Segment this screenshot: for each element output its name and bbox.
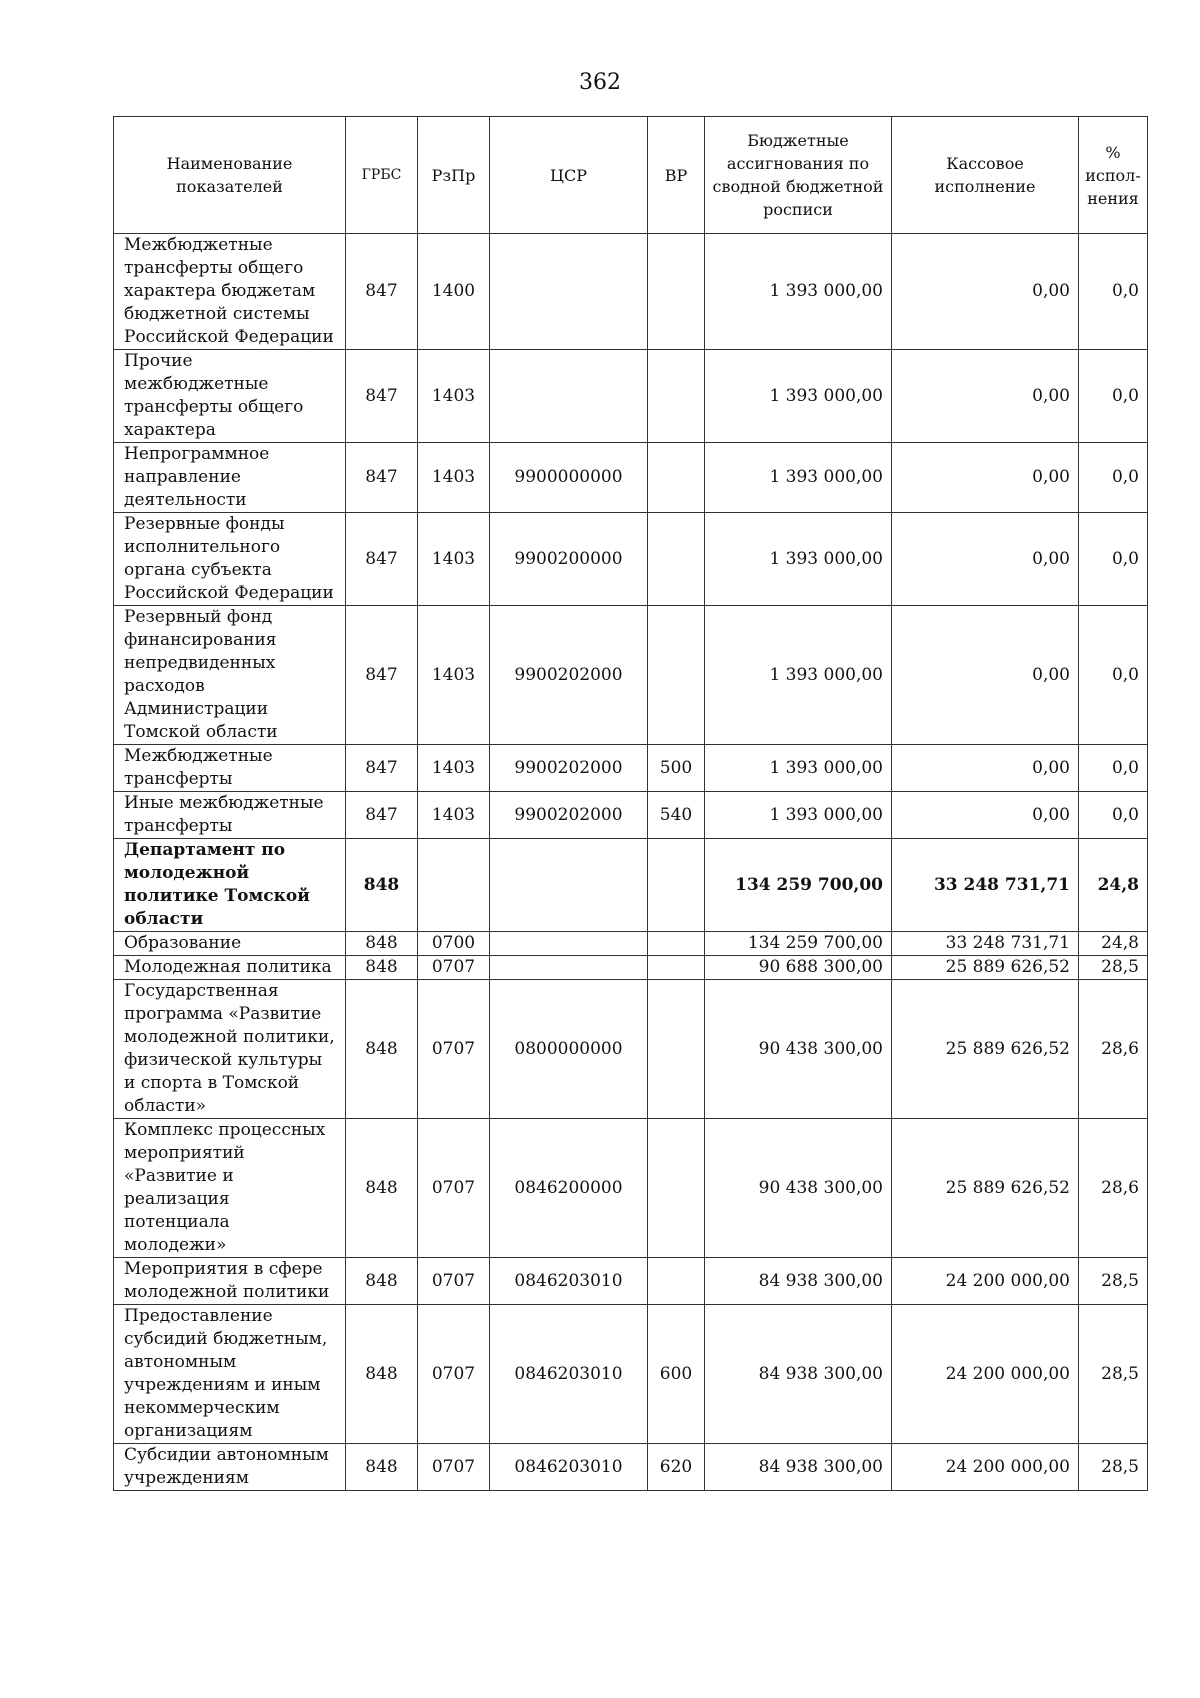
cell-rzpr: 1403 xyxy=(418,606,490,745)
cell-csr: 0846203010 xyxy=(490,1305,648,1444)
cell-vr xyxy=(648,839,705,932)
cell-percent: 0,0 xyxy=(1079,745,1148,792)
cell-execution: 0,00 xyxy=(892,443,1079,513)
cell-csr xyxy=(490,956,648,980)
cell-execution: 0,00 xyxy=(892,350,1079,443)
header-percent: % испол-нения xyxy=(1079,117,1148,234)
cell-csr: 9900202000 xyxy=(490,606,648,745)
cell-percent: 28,6 xyxy=(1079,1119,1148,1258)
cell-csr: 9900202000 xyxy=(490,745,648,792)
cell-percent: 24,8 xyxy=(1079,932,1148,956)
cell-assignments: 1 393 000,00 xyxy=(705,745,892,792)
cell-grbs: 848 xyxy=(346,980,418,1119)
cell-csr xyxy=(490,839,648,932)
cell-vr xyxy=(648,1119,705,1258)
cell-assignments: 1 393 000,00 xyxy=(705,350,892,443)
cell-vr xyxy=(648,443,705,513)
cell-grbs: 848 xyxy=(346,1258,418,1305)
cell-csr: 0846200000 xyxy=(490,1119,648,1258)
cell-vr: 500 xyxy=(648,745,705,792)
cell-assignments: 1 393 000,00 xyxy=(705,606,892,745)
cell-vr xyxy=(648,956,705,980)
cell-grbs: 848 xyxy=(346,1305,418,1444)
cell-execution: 24 200 000,00 xyxy=(892,1444,1079,1491)
header-grbs: ГРБС xyxy=(346,117,418,234)
cell-vr xyxy=(648,932,705,956)
cell-grbs: 847 xyxy=(346,792,418,839)
cell-rzpr: 1403 xyxy=(418,792,490,839)
table-row xyxy=(114,1258,1148,1305)
table-header-row xyxy=(114,117,1148,234)
cell-name: Образование xyxy=(114,932,346,956)
header-execution: Кассовое исполнение xyxy=(892,117,1079,234)
cell-grbs: 848 xyxy=(346,956,418,980)
cell-csr xyxy=(490,932,648,956)
cell-execution: 0,00 xyxy=(892,745,1079,792)
cell-rzpr: 1403 xyxy=(418,513,490,606)
cell-name: Резервные фонды исполнительного органа субъекта Российской Федерации xyxy=(114,513,346,606)
cell-grbs: 848 xyxy=(346,1444,418,1491)
cell-percent: 0,0 xyxy=(1079,513,1148,606)
header-name: Наименование показателей xyxy=(114,117,346,234)
cell-rzpr: 1403 xyxy=(418,350,490,443)
cell-percent: 28,5 xyxy=(1079,1305,1148,1444)
table-row xyxy=(114,234,1148,350)
cell-grbs: 847 xyxy=(346,443,418,513)
page-number: 362 xyxy=(579,70,621,95)
cell-name: Молодежная политика xyxy=(114,956,346,980)
cell-vr xyxy=(648,513,705,606)
cell-rzpr: 1400 xyxy=(418,234,490,350)
cell-assignments: 1 393 000,00 xyxy=(705,443,892,513)
cell-csr: 0846203010 xyxy=(490,1444,648,1491)
cell-execution: 25 889 626,52 xyxy=(892,980,1079,1119)
header-csr: ЦСР xyxy=(490,117,648,234)
table-row xyxy=(114,513,1148,606)
header-vr: ВР xyxy=(648,117,705,234)
table-row xyxy=(114,1444,1148,1491)
cell-vr xyxy=(648,606,705,745)
cell-csr: 0846203010 xyxy=(490,1258,648,1305)
cell-grbs: 847 xyxy=(346,606,418,745)
cell-name: Межбюджетные трансферты общего характера бюджетам бюджетной системы Российской Федерации xyxy=(114,234,346,350)
cell-rzpr: 0707 xyxy=(418,980,490,1119)
cell-name: Департамент по молодежной политике Томской области xyxy=(114,839,346,932)
cell-name: Резервный фонд финансирования непредвиденных расходов Администрации Томской области xyxy=(114,606,346,745)
cell-csr: 9900200000 xyxy=(490,513,648,606)
cell-vr xyxy=(648,234,705,350)
cell-execution: 0,00 xyxy=(892,234,1079,350)
cell-rzpr: 0707 xyxy=(418,1305,490,1444)
cell-name: Прочие межбюджетные трансферты общего характера xyxy=(114,350,346,443)
cell-name: Непрограммное направление деятельности xyxy=(114,443,346,513)
table-row xyxy=(114,956,1148,980)
cell-percent: 0,0 xyxy=(1079,606,1148,745)
cell-percent: 28,5 xyxy=(1079,1258,1148,1305)
cell-assignments: 90 688 300,00 xyxy=(705,956,892,980)
cell-assignments: 1 393 000,00 xyxy=(705,792,892,839)
cell-csr xyxy=(490,350,648,443)
table-row xyxy=(114,606,1148,745)
table-row xyxy=(114,745,1148,792)
cell-rzpr xyxy=(418,839,490,932)
cell-assignments: 84 938 300,00 xyxy=(705,1258,892,1305)
cell-rzpr: 0707 xyxy=(418,1119,490,1258)
cell-percent: 24,8 xyxy=(1079,839,1148,932)
cell-grbs: 848 xyxy=(346,839,418,932)
cell-grbs: 847 xyxy=(346,513,418,606)
cell-execution: 33 248 731,71 xyxy=(892,932,1079,956)
cell-vr: 540 xyxy=(648,792,705,839)
table-row xyxy=(114,1119,1148,1258)
cell-execution: 0,00 xyxy=(892,513,1079,606)
table-row xyxy=(114,443,1148,513)
header-assignments: Бюджетные ассигнования по сводной бюджетной росписи xyxy=(705,117,892,234)
cell-execution: 33 248 731,71 xyxy=(892,839,1079,932)
cell-vr xyxy=(648,1258,705,1305)
table-row xyxy=(114,1305,1148,1444)
table-row xyxy=(114,980,1148,1119)
cell-rzpr: 1403 xyxy=(418,745,490,792)
budget-table xyxy=(113,116,1148,1491)
cell-percent: 0,0 xyxy=(1079,234,1148,350)
cell-grbs: 847 xyxy=(346,745,418,792)
cell-rzpr: 0700 xyxy=(418,932,490,956)
cell-percent: 28,5 xyxy=(1079,1444,1148,1491)
cell-name: Предоставление субсидий бюджетным, автономным учреждениям и иным некоммерческим организациям xyxy=(114,1305,346,1444)
cell-vr: 620 xyxy=(648,1444,705,1491)
cell-csr xyxy=(490,234,648,350)
cell-csr: 9900202000 xyxy=(490,792,648,839)
cell-csr: 9900000000 xyxy=(490,443,648,513)
cell-grbs: 848 xyxy=(346,1119,418,1258)
table-row xyxy=(114,350,1148,443)
cell-vr xyxy=(648,980,705,1119)
table-row xyxy=(114,792,1148,839)
cell-vr xyxy=(648,350,705,443)
cell-assignments: 90 438 300,00 xyxy=(705,1119,892,1258)
cell-name: Комплекс процессных мероприятий «Развитие и реализация потенциала молодежи» xyxy=(114,1119,346,1258)
header-rzpr: РзПр xyxy=(418,117,490,234)
cell-execution: 25 889 626,52 xyxy=(892,956,1079,980)
cell-execution: 0,00 xyxy=(892,792,1079,839)
cell-percent: 0,0 xyxy=(1079,350,1148,443)
cell-vr: 600 xyxy=(648,1305,705,1444)
cell-name: Государственная программа «Развитие молодежной политики, физической культуры и спорта в Томской области» xyxy=(114,980,346,1119)
cell-grbs: 847 xyxy=(346,350,418,443)
cell-assignments: 134 259 700,00 xyxy=(705,839,892,932)
table-body xyxy=(114,234,1148,1491)
cell-rzpr: 1403 xyxy=(418,443,490,513)
cell-csr: 0800000000 xyxy=(490,980,648,1119)
cell-percent: 0,0 xyxy=(1079,792,1148,839)
cell-execution: 24 200 000,00 xyxy=(892,1258,1079,1305)
table-row xyxy=(114,839,1148,932)
cell-assignments: 134 259 700,00 xyxy=(705,932,892,956)
cell-grbs: 847 xyxy=(346,234,418,350)
cell-rzpr: 0707 xyxy=(418,1444,490,1491)
cell-rzpr: 0707 xyxy=(418,1258,490,1305)
cell-name: Иные межбюджетные трансферты xyxy=(114,792,346,839)
cell-rzpr: 0707 xyxy=(418,956,490,980)
cell-assignments: 84 938 300,00 xyxy=(705,1444,892,1491)
cell-name: Субсидии автономным учреждениям xyxy=(114,1444,346,1491)
cell-percent: 0,0 xyxy=(1079,443,1148,513)
cell-assignments: 84 938 300,00 xyxy=(705,1305,892,1444)
cell-percent: 28,6 xyxy=(1079,980,1148,1119)
table-row xyxy=(114,932,1148,956)
cell-grbs: 848 xyxy=(346,932,418,956)
cell-execution: 25 889 626,52 xyxy=(892,1119,1079,1258)
cell-execution: 0,00 xyxy=(892,606,1079,745)
cell-name: Мероприятия в сфере молодежной политики xyxy=(114,1258,346,1305)
cell-assignments: 1 393 000,00 xyxy=(705,234,892,350)
cell-name: Межбюджетные трансферты xyxy=(114,745,346,792)
cell-assignments: 90 438 300,00 xyxy=(705,980,892,1119)
cell-assignments: 1 393 000,00 xyxy=(705,513,892,606)
cell-percent: 28,5 xyxy=(1079,956,1148,980)
cell-execution: 24 200 000,00 xyxy=(892,1305,1079,1444)
